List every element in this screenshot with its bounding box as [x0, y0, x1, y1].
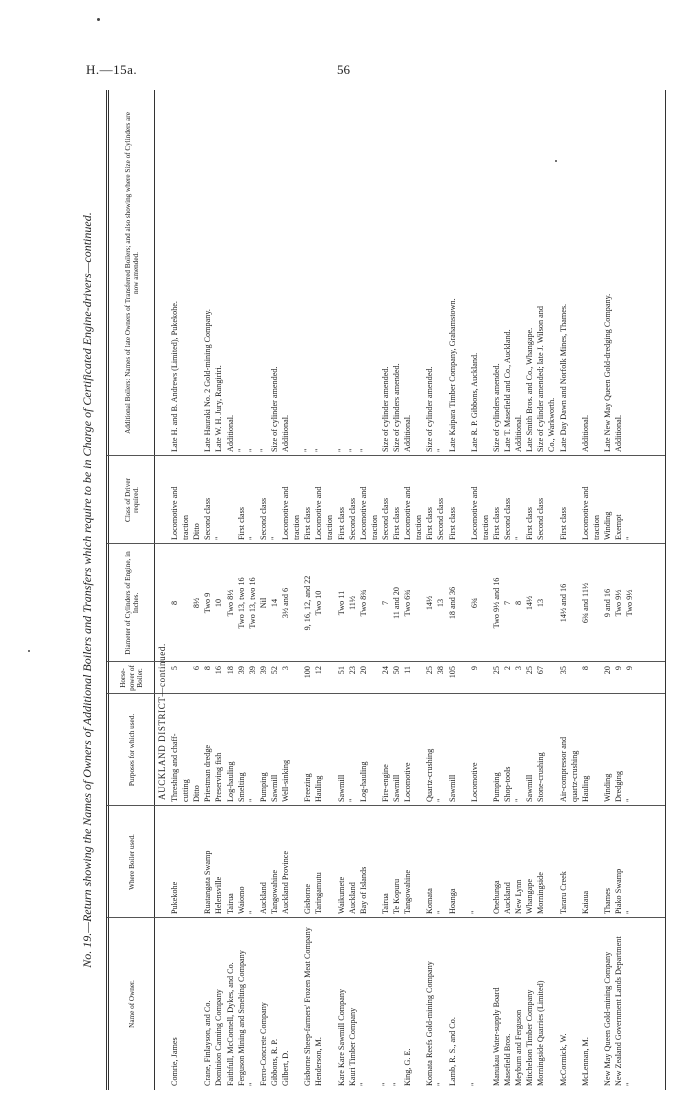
diameter-cell: 8	[170, 600, 179, 606]
horse-power-cell: 39	[236, 666, 246, 675]
class-cell: Locomotive and	[170, 486, 179, 540]
purpose-cell: "	[436, 798, 446, 802]
owner-cell: New May Queen Gold-mining Company	[602, 951, 612, 1086]
class-cell: traction	[480, 514, 490, 540]
horse-power-cell: 39	[258, 666, 268, 675]
remarks-cell: Late T. Masefield and Co., Auckland.	[503, 329, 512, 452]
where-cell: Kaiaua	[580, 890, 590, 914]
header-owner: Name of Owner.	[127, 980, 136, 1028]
remarks-cell: "	[314, 448, 324, 452]
class-cell: "	[514, 536, 524, 540]
where-cell: Komata	[425, 888, 435, 914]
print-speck	[97, 18, 100, 21]
remarks-cell: Late Smith Bros. and Co., Whangape.	[525, 327, 535, 452]
where-cell: Tararu Creek	[558, 871, 568, 914]
class-cell: traction	[292, 514, 302, 540]
where-cell: Waikumete	[336, 876, 346, 914]
diameter-cell: Two 9½	[625, 589, 635, 617]
where-cell: Auckland	[258, 882, 268, 914]
remarks-cell: "	[303, 448, 313, 452]
table-row	[481, 90, 491, 1090]
horse-power-cell: 20	[602, 666, 612, 675]
class-cell: Second class	[436, 497, 446, 540]
page-reference: H.—15a.	[86, 62, 138, 77]
horse-power-cell: 9	[469, 666, 479, 671]
remarks-cell: "	[258, 448, 268, 452]
owner-cell: Gibbons, R. P.	[269, 1038, 279, 1086]
horse-power-cell: 25	[425, 666, 435, 675]
diameter-cell: 7	[503, 600, 512, 606]
purpose-cell: Log-hauling	[225, 761, 235, 802]
owner-cell: Masefield Bros.	[503, 1033, 512, 1086]
table-row	[381, 90, 391, 1090]
class-cell: traction	[591, 514, 601, 540]
table-row	[281, 90, 291, 1090]
rotated-table-page	[80, 90, 680, 1090]
class-cell: Locomotive and	[403, 486, 413, 540]
purpose-cell: Preserving fish	[214, 752, 224, 802]
table-row	[459, 90, 469, 1090]
owner-cell: "	[625, 1082, 635, 1086]
class-cell: Ditto	[192, 523, 202, 540]
print-speck	[28, 650, 30, 652]
class-cell: traction	[369, 514, 379, 540]
horse-power-cell: 2	[503, 666, 512, 671]
purpose-cell: Air-compressor and	[558, 736, 568, 802]
where-cell: "	[469, 910, 479, 914]
bottom-rule	[665, 90, 666, 1090]
remarks-cell: Late Kaipara Timber Company, Grahamstown.	[447, 298, 457, 452]
remarks-cell: Additional.	[614, 414, 623, 452]
class-cell: Locomotive and	[469, 486, 479, 540]
diameter-cell: 9 and 16	[602, 588, 612, 618]
where-cell: Tangowahine	[269, 870, 279, 914]
table-row	[470, 90, 480, 1090]
table-row	[370, 90, 380, 1090]
table-row	[492, 90, 502, 1090]
diameter-cell: 18 and 36	[447, 586, 457, 620]
where-cell: New Lynn	[514, 879, 524, 914]
remarks-cell: "	[347, 448, 357, 452]
purpose-cell: Quartz-crushing	[425, 748, 435, 802]
horse-power-cell: 67	[536, 666, 546, 675]
where-cell: Whangape	[525, 878, 535, 914]
class-cell: First class	[491, 507, 501, 540]
table-row	[603, 90, 613, 1090]
diameter-cell: Two 11	[336, 590, 346, 616]
class-cell: First class	[236, 507, 246, 540]
remarks-cell: Additional.	[403, 414, 413, 452]
horse-power-cell: 51	[336, 666, 346, 675]
remarks-cell: "	[358, 448, 368, 452]
class-cell: Second class	[258, 497, 268, 540]
remarks-cell: Size of cylinder amended.	[269, 366, 279, 452]
where-cell: Ruatangata Swamp	[203, 850, 213, 914]
header-horse-power: Horse-power of Boiler.	[119, 665, 145, 691]
where-cell: Auckland	[503, 882, 512, 914]
purpose-cell: Freezing	[303, 773, 313, 802]
purpose-cell: cutting	[181, 779, 191, 802]
horse-power-cell: 25	[491, 666, 501, 675]
purpose-cell: Sawmill	[336, 774, 346, 802]
horse-power-cell: 24	[380, 666, 390, 675]
remarks-cell: "	[236, 448, 246, 452]
purpose-cell: Hauling	[580, 775, 590, 802]
remarks-cell: Size of cylinder amended.	[380, 366, 390, 452]
diameter-cell: Two 9½ and 16	[491, 577, 501, 629]
where-cell: Onehunga	[491, 880, 501, 914]
purpose-cell: Well-sinking	[281, 759, 290, 802]
horse-power-cell: 9	[614, 666, 623, 671]
class-cell: Locomotive and	[580, 486, 590, 540]
purpose-cell: Ditto	[192, 785, 202, 802]
remarks-cell: Late H. and B. Andrews (Limited), Pukekohe.	[170, 301, 179, 452]
where-cell: "	[625, 910, 635, 914]
class-cell: "	[269, 536, 279, 540]
table-row	[237, 90, 247, 1090]
horse-power-cell: 3	[514, 666, 524, 671]
purpose-cell: Priestman dredge	[203, 744, 213, 802]
diameter-cell: Two 13, two 16	[236, 577, 246, 629]
horse-power-cell: 39	[247, 666, 257, 675]
purpose-cell: Pumping	[491, 772, 501, 802]
where-cell: Taringamutu	[314, 872, 324, 914]
diameter-cell: Two 8¾	[358, 589, 368, 617]
purpose-cell: Shop-tools	[503, 766, 512, 802]
class-cell: First class	[303, 507, 313, 540]
owner-cell: Meyburn and Ferguson	[514, 1009, 524, 1086]
owner-cell: Crane, Finlayson, and Co.	[203, 1000, 213, 1086]
class-cell: Locomotive and	[358, 486, 368, 540]
owner-cell: McLennan, M.	[580, 1037, 590, 1086]
class-cell: Second class	[203, 497, 213, 540]
owner-cell: Mitchelson Timber Company	[525, 989, 535, 1086]
where-cell: Thames	[602, 888, 612, 914]
owner-cell: New Zealand Government Lands Department	[614, 936, 623, 1086]
owner-cell: "	[247, 1082, 257, 1086]
table-row	[292, 90, 302, 1090]
diameter-cell: 14½ and 16	[558, 583, 568, 623]
table-row	[214, 90, 224, 1090]
table-row	[259, 90, 269, 1090]
owner-cell: Morningside Quarries (Limited)	[536, 980, 546, 1086]
table-row	[337, 90, 347, 1090]
table-row	[414, 90, 424, 1090]
remarks-cell: "	[247, 448, 257, 452]
class-cell: Locomotive and	[281, 486, 290, 540]
class-cell: traction	[414, 514, 424, 540]
where-cell: Piako Swamp	[614, 868, 623, 914]
class-cell: Second class	[503, 497, 512, 540]
remarks-cell: Late W. H. Jury, Rangiriri.	[214, 365, 224, 452]
table-row	[592, 90, 602, 1090]
remarks-cell: Additional.	[225, 414, 235, 452]
horse-power-cell: 25	[525, 666, 535, 675]
class-cell: First class	[447, 507, 457, 540]
diameter-cell: Two 13, two 16	[247, 577, 257, 629]
horse-power-cell: 8	[203, 666, 213, 671]
diameter-cell: 7	[380, 600, 390, 606]
table-row	[448, 90, 458, 1090]
horse-power-cell: 38	[436, 666, 446, 675]
remarks-cell: Additional.	[514, 414, 524, 452]
where-cell: Helensville	[214, 876, 224, 914]
purpose-cell: Pumping	[258, 772, 268, 802]
purpose-cell: Locomotive	[403, 762, 413, 802]
owner-cell: Ferguson Mining and Smelting Company	[236, 950, 246, 1086]
owner-cell: Dominion Canning Company	[214, 989, 224, 1086]
class-cell: traction	[325, 514, 335, 540]
where-cell: Waiomo	[236, 886, 246, 914]
header-class: Class of Driver required.	[123, 478, 140, 522]
table-row	[181, 90, 191, 1090]
owner-cell: Ferro-Concrete Company	[258, 1002, 268, 1086]
owner-cell: King, G. E.	[403, 1048, 413, 1086]
horse-power-cell: 3	[281, 666, 290, 671]
where-cell: Tairua	[380, 893, 390, 914]
table-row	[325, 90, 335, 1090]
horse-power-cell: 20	[358, 666, 368, 675]
horse-power-cell: 12	[314, 666, 324, 675]
class-cell: First class	[392, 507, 401, 540]
diameter-cell: Two 9½	[614, 589, 623, 617]
owner-cell: Gisborne Sheep-farmers' Frozen Meat Company	[303, 927, 313, 1086]
remarks-cell: Size of cylinders amended.	[491, 363, 501, 452]
owner-cell: "	[380, 1082, 390, 1086]
class-cell: Exempt	[614, 514, 623, 540]
remarks-cell: Co., Warkworth.	[547, 397, 557, 452]
where-cell: Auckland	[347, 882, 357, 914]
owner-cell: Henderson, M.	[314, 1037, 324, 1086]
purpose-cell: Sawmill	[447, 774, 457, 802]
remarks-cell: Size of cylinder amended; late J. Wilson and	[536, 306, 546, 452]
header-purposes: Purposes for which used.	[127, 713, 136, 787]
owner-cell: Komata Reefs Gold-mining Company	[425, 961, 435, 1086]
purpose-cell: Sawmill	[392, 774, 401, 802]
table-row	[226, 90, 236, 1090]
header-where: Where Boiler used.	[127, 834, 136, 890]
diameter-cell: Two 9	[203, 592, 213, 614]
diameter-cell: 14½	[525, 595, 535, 611]
horse-power-cell: 5	[170, 666, 179, 671]
diameter-cell: 14	[269, 598, 279, 608]
remarks-cell: Additional.	[580, 414, 590, 452]
purpose-cell: Dredging	[614, 771, 623, 802]
class-cell: "	[247, 536, 257, 540]
owner-cell: Kare Kare Sawmill Company	[336, 988, 346, 1086]
return-title: No. 19.—Return showing the Names of Owners of Additional Boilers and Transfers which require to be in Charge of Certificated Engine-drivers—continued.	[80, 212, 94, 968]
owner-cell: "	[358, 1082, 368, 1086]
owner-cell: Lamb, R. S., and Co.	[447, 1017, 457, 1086]
purpose-cell: Locomotive	[469, 762, 479, 802]
owner-cell: Gilbert, D.	[281, 1050, 290, 1086]
purpose-cell: Sawmill	[269, 774, 279, 802]
table-row	[348, 90, 358, 1090]
diameter-cell: Two 8½	[225, 589, 235, 617]
header-rule	[154, 90, 155, 1090]
purpose-cell: Threshing and chaff-	[170, 733, 179, 802]
page-number: 56	[337, 62, 350, 77]
table-row	[625, 90, 635, 1090]
table-row	[547, 90, 557, 1090]
table-row	[170, 90, 180, 1090]
diameter-cell: Nil	[258, 597, 268, 609]
where-cell: "	[436, 910, 446, 914]
class-cell: Winding	[602, 511, 612, 540]
purpose-cell: "	[514, 798, 524, 802]
header-diameter: Diameter of Cylinders of Engine, in Inches.	[123, 551, 140, 655]
header-remarks: Additional Boilers: Names of late Owners of Transferred Boilers; and also showing where Size of Cylinders are now amended.	[123, 112, 140, 434]
class-cell: traction	[181, 514, 191, 540]
class-cell: First class	[336, 507, 346, 540]
class-cell: First class	[558, 507, 568, 540]
owner-cell: Faithfull, McConnell, Dykes, and Co.	[225, 962, 235, 1086]
class-cell: "	[625, 536, 635, 540]
class-cell: Second class	[347, 497, 357, 540]
table-row	[581, 90, 591, 1090]
table-row	[359, 90, 369, 1090]
table-row	[314, 90, 324, 1090]
table-row	[525, 90, 535, 1090]
owner-cell: McCormick, W.	[558, 1033, 568, 1086]
where-cell: Auckland Province	[281, 851, 290, 914]
horse-power-cell: 6	[192, 666, 202, 671]
diameter-cell: 11½	[347, 595, 357, 611]
diameter-cell: 14½	[425, 595, 435, 611]
owner-cell: "	[392, 1082, 401, 1086]
remarks-cell: Late Day Dawn and Norfolk Mines, Thames.	[558, 303, 568, 452]
where-cell: Tangowahine	[403, 870, 413, 914]
horse-power-cell: 105	[447, 666, 457, 679]
diameter-cell: 13	[436, 598, 446, 608]
table-row	[192, 90, 202, 1090]
where-cell: Morningside	[536, 872, 546, 914]
remarks-cell: Size of cylinder amended.	[425, 366, 435, 452]
purpose-cell: "	[625, 798, 635, 802]
horse-power-cell: 35	[558, 666, 568, 675]
table-row	[503, 90, 513, 1090]
table-row	[436, 90, 446, 1090]
diameter-cell: 8	[514, 600, 524, 606]
remarks-cell: Size of cylinders amended.	[392, 363, 401, 452]
top-rule	[106, 90, 107, 1090]
diameter-cell: 6¾	[469, 597, 479, 609]
diameter-cell: 8½	[192, 597, 202, 609]
purpose-cell: Sawmill	[525, 774, 535, 802]
owner-cell: Manukau Water-supply Board	[491, 987, 501, 1086]
horse-power-cell: 52	[269, 666, 279, 675]
table-row	[403, 90, 413, 1090]
purpose-cell: Hauling	[314, 775, 324, 802]
horse-power-cell: 23	[347, 666, 357, 675]
diameter-cell: 6¾ and 11½	[580, 582, 590, 624]
horse-power-cell: 18	[225, 666, 235, 675]
owner-cell: "	[469, 1082, 479, 1086]
table-row	[270, 90, 280, 1090]
class-cell: Second class	[380, 497, 390, 540]
table-row	[514, 90, 524, 1090]
purpose-cell: "	[247, 798, 257, 802]
diameter-cell: 13	[536, 598, 546, 608]
class-cell: "	[214, 536, 224, 540]
table-row	[425, 90, 435, 1090]
purpose-cell: Log-hauling	[358, 761, 368, 802]
owner-cell: Kauri Timber Company	[347, 1007, 357, 1086]
section-heading: AUCKLAND DISTRICT—continued.	[157, 643, 167, 800]
diameter-cell: Two 6¾	[403, 589, 413, 617]
where-cell: Tairua	[225, 893, 235, 914]
where-cell: Hoanga	[447, 888, 457, 914]
where-cell: Te Kopuru	[392, 878, 401, 914]
table-row	[614, 90, 624, 1090]
diameter-cell: 3½ and 6	[281, 587, 290, 619]
remarks-cell: "	[436, 448, 446, 452]
horse-power-cell: 100	[303, 666, 313, 679]
table-row	[559, 90, 569, 1090]
purpose-cell: "	[347, 798, 357, 802]
purpose-cell: Stone-crushing	[536, 752, 546, 802]
where-cell: Pukekohe	[170, 881, 179, 914]
horse-power-cell: 16	[214, 666, 224, 675]
horse-power-cell: 50	[392, 666, 401, 675]
top-rule-double	[108, 90, 109, 1090]
remarks-cell: Late New May Queen Gold-dredging Company.	[602, 293, 612, 452]
horse-power-cell: 11	[403, 666, 413, 674]
diameter-cell: 10	[214, 598, 224, 608]
owner-cell: "	[436, 1082, 446, 1086]
where-cell: Gisborne	[303, 883, 313, 914]
remarks-cell: "	[336, 448, 346, 452]
horse-power-cell: 9	[625, 666, 635, 671]
remarks-cell: Additional.	[281, 414, 290, 452]
where-cell: Bay of Islands	[358, 866, 368, 914]
table-row	[303, 90, 313, 1090]
class-cell: Second class	[536, 497, 546, 540]
table-row	[570, 90, 580, 1090]
purpose-cell: Smelting	[236, 772, 246, 802]
table-row	[203, 90, 213, 1090]
owner-cell: Comrie, James	[170, 1037, 179, 1086]
diameter-cell: Two 10	[314, 590, 324, 616]
remarks-cell: Late R. P. Gibbons, Auckland.	[469, 352, 479, 452]
remarks-cell: Late Hauraki No. 2 Gold-mining Company.	[203, 309, 213, 452]
table-row	[536, 90, 546, 1090]
diameter-cell: 9, 16, 12, and 22	[303, 575, 313, 631]
class-cell: Locomotive and	[314, 486, 324, 540]
horse-power-cell: 8	[580, 666, 590, 671]
where-cell: "	[247, 910, 257, 914]
purpose-cell: Fire-engine	[380, 764, 390, 802]
class-cell: First class	[425, 507, 435, 540]
diameter-cell: 11 and 20	[392, 587, 401, 619]
purpose-cell: Winding	[602, 773, 612, 802]
table-row	[392, 90, 402, 1090]
class-cell: First class	[525, 507, 535, 540]
purpose-cell: quartz-crushing	[569, 750, 579, 802]
table-row	[248, 90, 258, 1090]
